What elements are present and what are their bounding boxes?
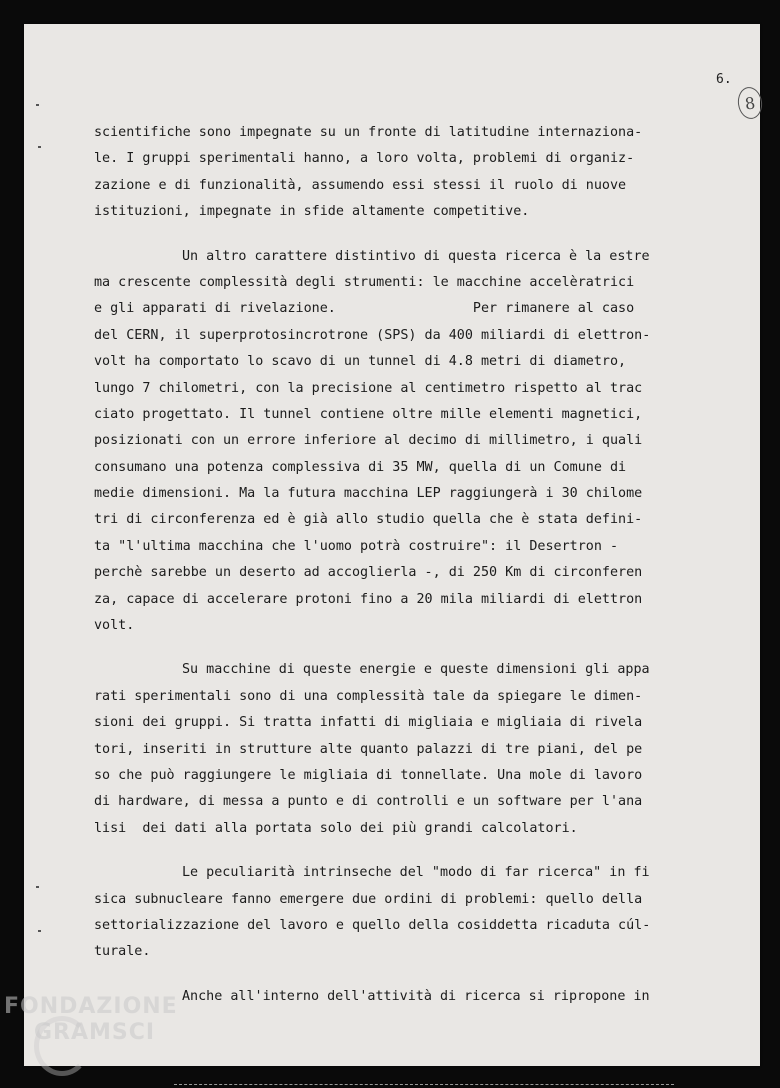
text-line: consumano una potenza complessiva di 35 MW, quella di un Comune di [94,459,627,475]
watermark-line-1: FONDAZIONE [4,994,178,1019]
scan-edge-artifact [174,1084,674,1088]
text-line: so che può raggiungere le migliaia di tonnellate. Una mole di lavoro [94,767,643,783]
text-line: tori, inseriti in strutture alte quanto palazzi di tre piani, del pe [94,741,643,757]
text-line: ta "l'ultima macchina che l'uomo potrà costruire": il Desertron - [94,538,619,554]
paragraph-gap [94,966,734,984]
text-line: istituzioni, impegnate in sfide altamente competitive. [94,204,530,220]
watermark-line-2: GRAMSCI [34,1020,156,1045]
text-line: Un altro carattere distintivo di questa ricerca è la estre [182,248,650,264]
text-line: lungo 7 chilometri, con la precisione al centimetro rispetto al trac [94,380,643,396]
text-line: scientifiche sono impegnate su un fronte di latitudine internaziona- [94,125,643,140]
text-line: posizionati con un errore inferiore al decimo di millimetro, i quali [94,433,643,449]
typewritten-body-text [94,120,734,1010]
text-line: ciato progettato. Il tunnel contiene oltre mille elementi magnetici, [94,406,643,422]
page-number: 6. [716,72,732,87]
paragraph-gap [94,226,734,244]
handwritten-page-number: 8 [736,85,764,120]
text-line: ma crescente complessità degli strumenti: le macchine accelèratrici [94,274,635,290]
text-line: za, capace di accelerare protoni fino a 20 mila miliardi di elettron [94,591,643,607]
text-line: Le peculiarità intrinseche del "modo di far ricerca" in fi [182,865,650,881]
text-line: volt. [94,618,135,634]
text-line: sica subnucleare fanno emergere due ordini di problemi: quello della [94,891,643,907]
text-line: turale. [94,944,151,960]
text-line: le. I gruppi sperimentali hanno, a loro volta, problemi di organiz- [94,151,635,167]
text-line: sioni dei gruppi. Si tratta infatti di migliaia e migliaia di rivela [94,715,643,731]
text-line: Anche all'interno dell'attività di ricerca si ripropone in [182,988,650,1004]
paragraph-gap [94,639,734,657]
text-line: settorializzazione del lavoro e quello della cosiddetta ricaduta cúl- [94,917,651,933]
paragraph [94,120,734,226]
text-line: Su macchine di queste energie e queste dimensioni gli appa [182,662,650,678]
paragraph [94,244,734,640]
text-line: rati sperimentali sono di una complessità tale da spiegare le dimen- [94,688,643,704]
margin-mark [38,930,41,932]
margin-mark [36,104,39,106]
text-line: e gli apparati di rivelazione. Per rimanere al caso [94,301,635,317]
paragraph-gap [94,842,734,860]
text-line: volt ha comportato lo scavo di un tunnel di 4.8 metri di diametro, [94,354,627,370]
paragraph [94,657,734,842]
margin-mark [38,146,41,148]
text-line: zazione e di funzionalità, assumendo essi stessi il ruolo di nuove [94,177,627,193]
text-line: di hardware, di messa a punto e di controlli e un software per l'ana [94,794,643,810]
margin-mark [36,886,39,888]
text-line: tri di circonferenza ed è già allo studio quella che è stata defini- [94,512,643,528]
paragraph [94,860,734,966]
text-line: medie dimensioni. Ma la futura macchina LEP raggiungerà i 30 chilome [94,486,643,502]
fondazione-gramsci-watermark [4,994,194,1074]
text-line: lisi dei dati alla portata solo dei più grandi calcolatori. [94,820,578,836]
text-line: del CERN, il superprotosincrotrone (SPS) da 400 miliardi di elettron- [94,327,651,343]
text-line: perchè sarebbe un deserto ad accoglierla -, di 250 Km di circonferen [94,565,643,581]
